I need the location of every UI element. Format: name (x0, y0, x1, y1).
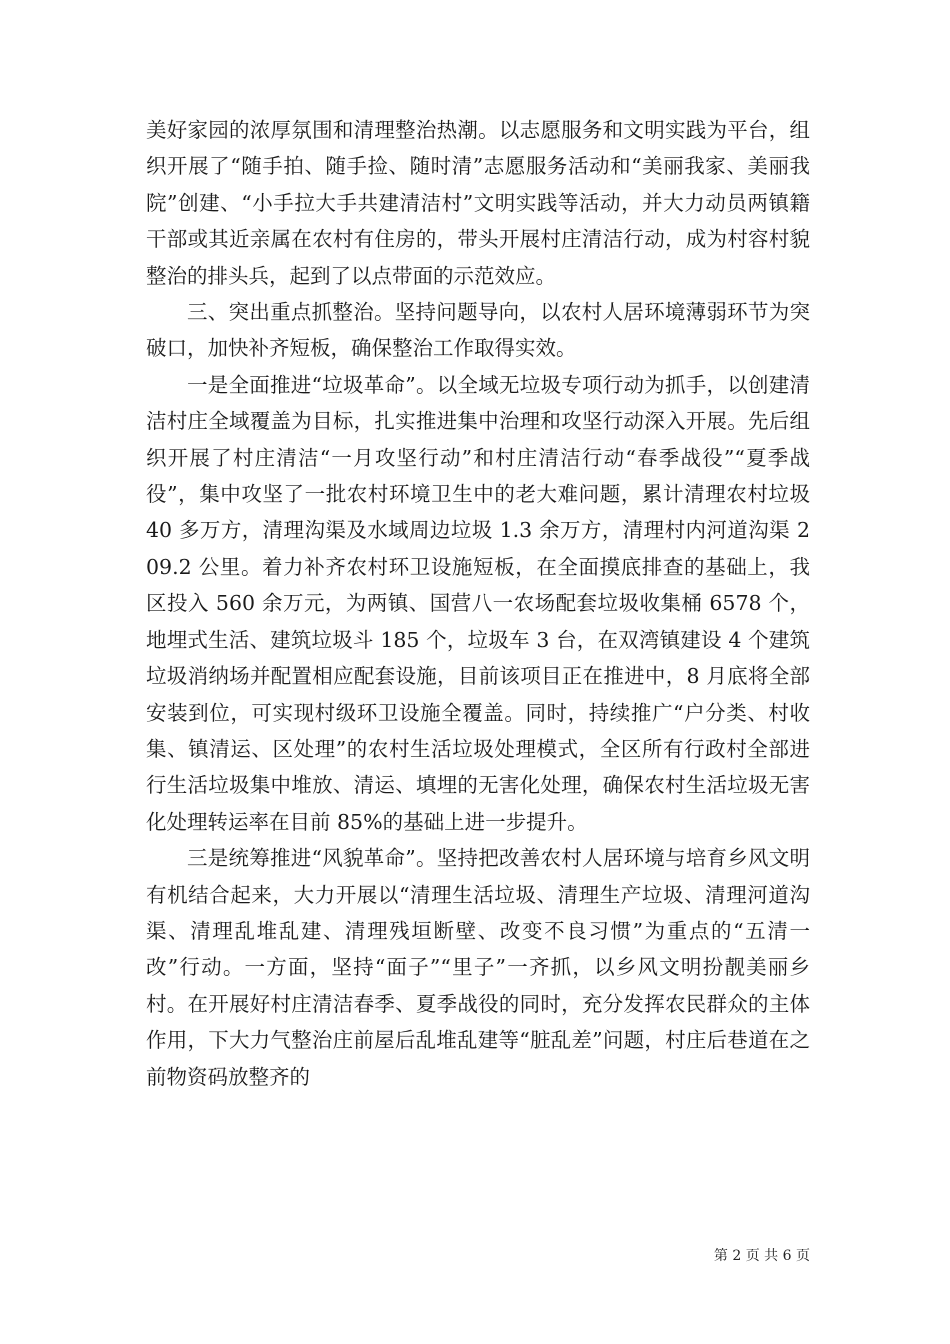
paragraph-4: 三是统筹推进“风貌革命”。坚持把改善农村人居环境与培育乡风文明有机结合起来，大力开展以“清理生活垃圾、清理生产垃圾、清理河道沟渠、清理乱堆乱建、清理残垣断壁、改变不良习惯”为重点的“五清一改”行动。一方面，坚持“面子”“里子”一齐抓，以乡风文明扮靓美丽乡村。在开展好村庄清洁春季、夏季战役的同时，充分发挥农民群众的主体作用，下大力气整治庄前屋后乱堆乱建等“脏乱差”问题，村庄后巷道在之前物资码放整齐的 (146, 846, 810, 1089)
paragraph-1: 美好家园的浓厚氛围和清理整治热潮。以志愿服务和文明实践为平台，组织开展了“随手拍、随手捡、随时清”志愿服务活动和“美丽我家、美丽我院”创建、“小手拉大手共建清洁村”文明实践等活动，并大力动员两镇籍干部或其近亲属在农村有住房的，带头开展村庄清洁行动，成为村容村貌整治的排头兵，起到了以点带面的示范效应。 (146, 118, 810, 288)
paragraph-2: 三、突出重点抓整治。坚持问题导向，以农村人居环境薄弱环节为突破口，加快补齐短板，确保整治工作取得实效。 (146, 300, 810, 361)
document-body (146, 112, 810, 1095)
page-number: 第 2 页 共 6 页 (713, 1248, 810, 1264)
paragraph-3: 一是全面推进“垃圾革命”。以全域无垃圾专项行动为抓手，以创建清洁村庄全域覆盖为目标，扎实推进集中治理和攻坚行动深入开展。先后组织开展了村庄清洁“一月攻坚行动”和村庄清洁行动“春季战役”“夏季战役”，集中攻坚了一批农村环境卫生中的老大难问题，累计清理农村垃圾 40 多万方，清理沟渠及水域周边垃圾 1.3 余万方，清理村内河道沟渠 209.2 公里。着力补齐农村环卫设施短板，在全面摸底排查的基础上，我区投入 560 余万元，为两镇、国营八一农场配套垃圾收集桶 6578 个，地埋式生活、建筑垃圾斗 185 个，垃圾车 3 台，在双湾镇建设 4 个建筑垃圾消纳场并配置相应配套设施，目前该项目正在推进中，8 月底将全部安装到位，可实现村级环卫设施全覆盖。同时，持续推广“户分类、村收集、镇清运、区处理”的农村生活垃圾处理模式，全区所有行政村全部进行生活垃圾集中堆放、清运、填埋的无害化处理，确保农村生活垃圾无害化处理转运率在目前 85%的基础上进一步提升。 (146, 372, 810, 834)
